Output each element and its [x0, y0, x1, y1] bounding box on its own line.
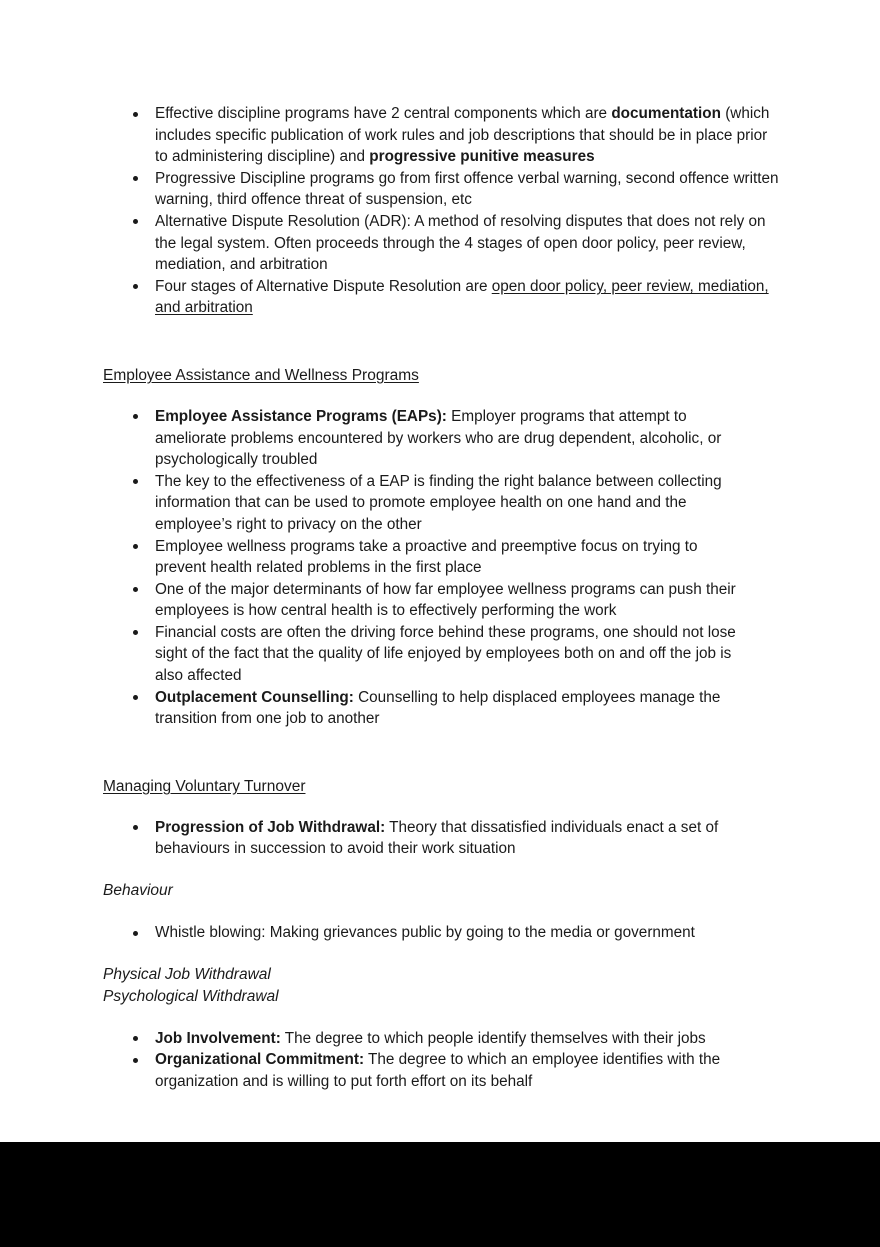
- section-heading-voluntary-turnover: Managing Voluntary Turnover: [103, 777, 306, 795]
- bullet-dot-icon: [133, 695, 138, 700]
- list-item-text: [155, 924, 695, 941]
- spacer: [103, 944, 780, 964]
- bullet-dot-icon: [133, 630, 138, 635]
- bullet-dot-icon: [133, 544, 138, 549]
- section-heading-voluntary-turnover-wrap: [103, 776, 780, 797]
- bullet-dot-icon: [133, 284, 138, 289]
- bullet-dot-icon: [133, 176, 138, 181]
- body-text: Whistle blowing: Making grievances public by going to the media or government: [155, 924, 695, 942]
- underlined-text: open door policy, peer review, mediation, and arbitration: [155, 277, 769, 317]
- list-item: [103, 817, 751, 860]
- list-item: [103, 1028, 751, 1050]
- term-label: Job Involvement:: [155, 1029, 281, 1047]
- list-item-text: [155, 819, 718, 858]
- section-heading-eap-wellness: Employee Assistance and Wellness Programs: [103, 366, 419, 384]
- list-item: [103, 1049, 751, 1092]
- list-item: [103, 622, 743, 687]
- spacer: [103, 797, 780, 817]
- page-bottom-black-band: [0, 1142, 880, 1247]
- body-text: Effective discipline programs have 2 central components which are: [155, 105, 612, 122]
- list-item: [103, 536, 743, 579]
- bullet-dot-icon: [133, 1058, 138, 1063]
- subheading-physical-job-withdrawal: Physical Job Withdrawal: [103, 965, 271, 983]
- bullet-dot-icon: [133, 1036, 138, 1041]
- list-item-text: [155, 170, 779, 209]
- spacer: [103, 386, 780, 406]
- body-text: One of the major determinants of how far employee wellness programs can push their employees is how central health is to effectively performing the work: [155, 580, 736, 620]
- list-item: [103, 276, 779, 319]
- spacer: [103, 730, 780, 776]
- list-item: [103, 922, 751, 944]
- bullet-list-turnover-constructs: [103, 1028, 751, 1093]
- list-item-text: [155, 1030, 706, 1047]
- list-item-text: [155, 278, 769, 317]
- list-item-text: [155, 213, 766, 273]
- body-text: Employer programs that attempt to ameliorate problems encountered by workers who are drug dependent, alcoholic, or psychologically troubled: [155, 407, 722, 469]
- list-item-text: [155, 473, 722, 533]
- body-text: The degree to which an employee identifies with the organization and is willing to put forth effort on its behalf: [155, 1051, 721, 1090]
- list-item: [103, 168, 779, 211]
- body-text: (which includes specific publication of work rules and job descriptions that should be in place prior to administering discipline) and: [155, 105, 770, 166]
- bullet-dot-icon: [133, 112, 138, 117]
- term-label: Progression of Job Withdrawal:: [155, 818, 386, 836]
- bullet-list-behaviour: [103, 922, 751, 944]
- spacer: [103, 902, 780, 922]
- list-item: [103, 471, 743, 536]
- body-text: Financial costs are often the driving force behind these programs, one should not lose sight of the fact that the quality of life enjoyed by employees both on and off the job is also affected: [155, 623, 736, 685]
- list-item-text: [155, 538, 697, 577]
- emphasis-text: documentation: [611, 105, 721, 122]
- list-item: [103, 579, 743, 622]
- list-item-text: [155, 1051, 720, 1090]
- body-text: The key to the effectiveness of a EAP is finding the right balance between collecting information that can be used to promote employee health on one hand and the employee’s right to privacy on the other: [155, 472, 722, 533]
- body-text: Counselling to help displaced employees manage the transition from one job to another: [155, 688, 721, 728]
- bullet-dot-icon: [133, 414, 138, 419]
- bullet-dot-icon: [133, 587, 138, 592]
- list-item-text: [155, 624, 736, 684]
- emphasis-text: progressive punitive measures: [369, 148, 595, 166]
- list-item: [103, 406, 743, 471]
- bullet-list-discipline: [103, 103, 779, 319]
- list-item: [103, 211, 779, 276]
- bullet-dot-icon: [133, 931, 138, 936]
- bullet-dot-icon: [133, 825, 138, 830]
- body-text: Four stages of Alternative Dispute Resolution are: [155, 277, 492, 295]
- spacer: [103, 319, 780, 365]
- list-item: [103, 687, 743, 730]
- bullet-dot-icon: [133, 219, 138, 224]
- bullet-dot-icon: [133, 479, 138, 484]
- list-item-text: [155, 581, 736, 620]
- subheading-psychological-withdrawal: Psychological Withdrawal: [103, 987, 279, 1005]
- body-text: Alternative Dispute Resolution (ADR): A method of resolving disputes that does not rely on the legal system. Often proceeds through the 4 stages of open door policy, peer review, mediation, and arbitration: [155, 212, 766, 274]
- list-item: [103, 103, 779, 168]
- subheading-behaviour: Behaviour: [103, 882, 173, 900]
- body-text: Employee wellness programs take a proactive and preemptive focus on trying to prevent health related problems in the first place: [155, 537, 698, 577]
- term-label: Organizational Commitment:: [155, 1051, 365, 1069]
- body-text: The degree to which people identify themselves with their jobs: [280, 1029, 706, 1047]
- body-text: Progressive Discipline programs go from first offence verbal warning, second offence written warning, third offence threat of suspension, etc: [155, 169, 779, 209]
- term-label: Employee Assistance Programs (EAPs):: [155, 407, 447, 425]
- body-text: Theory that dissatisfied individuals enact a set of behaviours in succession to avoid their work situation: [155, 818, 719, 858]
- list-item-text: [155, 408, 721, 468]
- spacer: [103, 1008, 780, 1028]
- spacer: [103, 860, 780, 880]
- term-label: Outplacement Counselling:: [155, 688, 354, 706]
- list-item-text: [155, 105, 769, 165]
- list-item-text: [155, 689, 720, 728]
- section-heading-eap-wellness-wrap: [103, 365, 780, 386]
- bullet-list-turnover-primary: [103, 817, 751, 860]
- bullet-list-eap-wellness: [103, 406, 743, 730]
